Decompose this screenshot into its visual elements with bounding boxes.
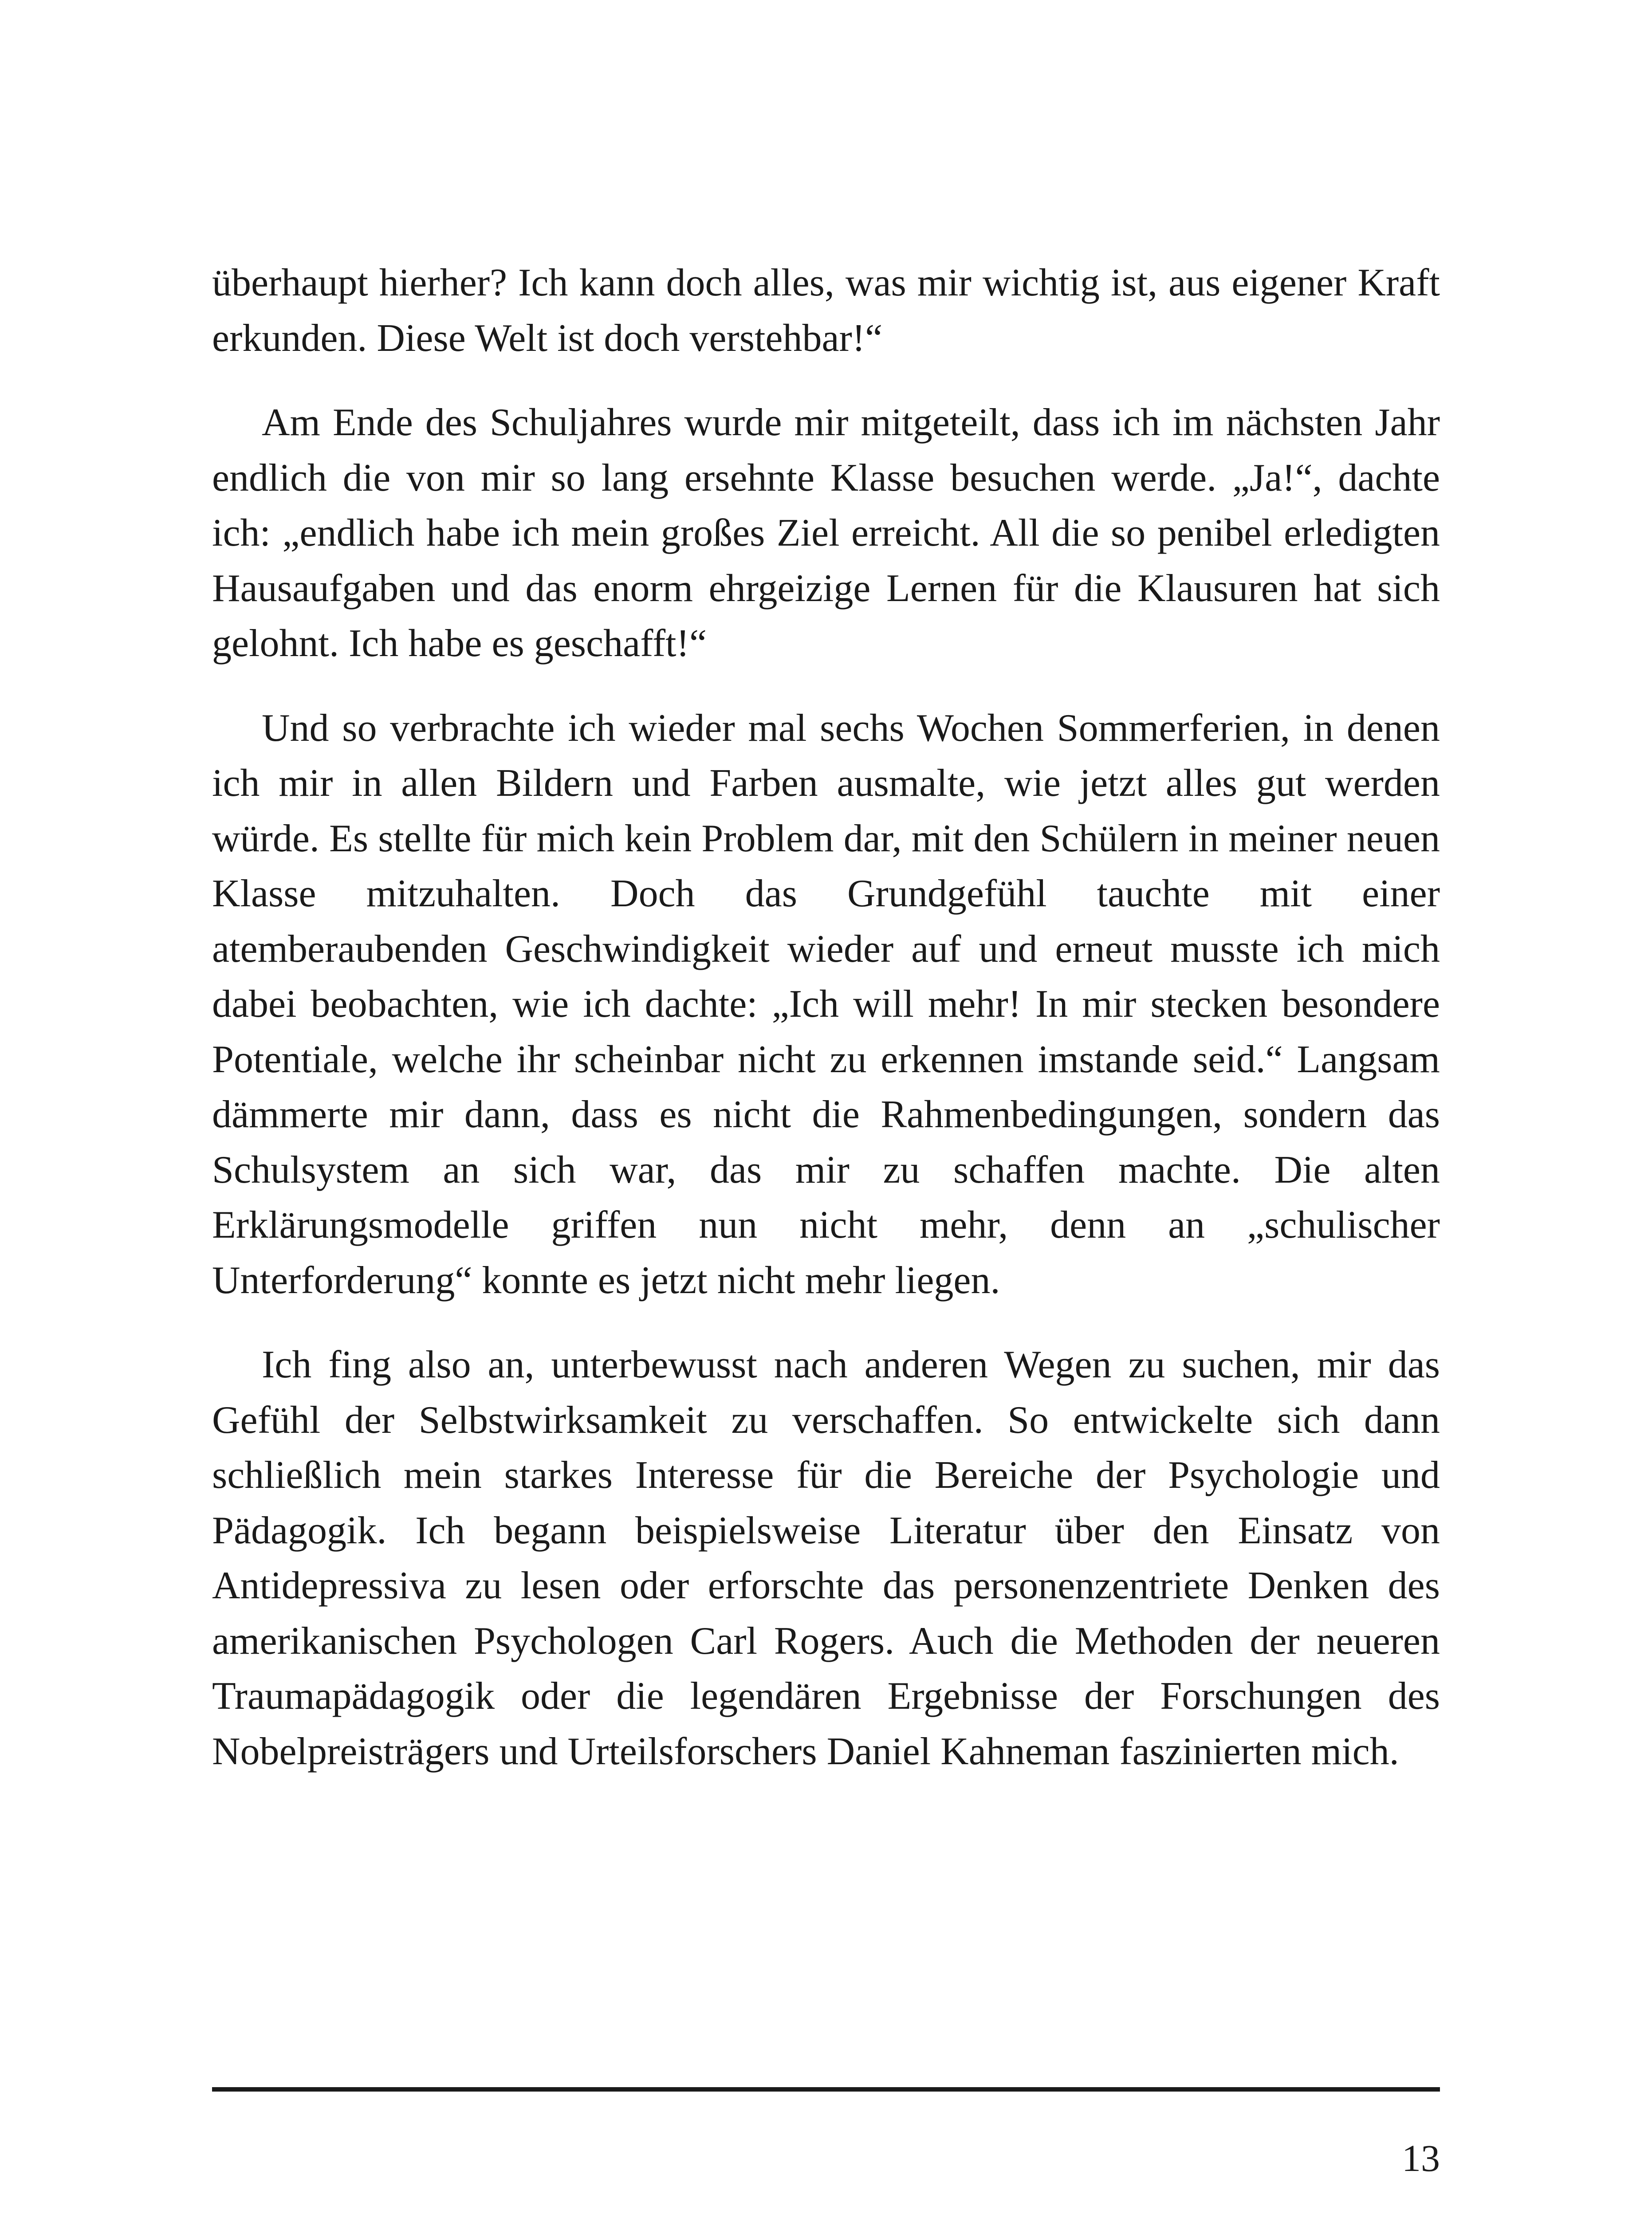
paragraph-continuation: überhaupt hierher? Ich kann doch alles, was mir wichtig ist, aus eigener Kraft erkunden. Diese Welt ist doch verstehbar!“ bbox=[212, 261, 1440, 360]
footer-divider bbox=[212, 2087, 1440, 2092]
paragraph-psychology-interest: Ich fing also an, unterbewusst nach anderen Wegen zu suchen, mir das Gefühl der Selbstwirksamkeit zu verschaffen. So entwickelte sich dann schließlich mein starkes Interesse für die Bereiche der Psychologie und Pädagogik. Ich begann beispielsweise Literatur über den Einsatz von Antidepressiva zu lesen oder erforschte das personenzentriete Denken des amerikanischen Psychologen Carl Rogers. Auch die Methoden der neueren Traumapädagogik oder die legendären Ergebnisse der Forschungen des Nobelpreisträgers und Urteilsforschers Daniel Kahneman faszinierten mich. bbox=[212, 1343, 1440, 1773]
page-number: 13 bbox=[1402, 2137, 1440, 2179]
paragraph-summer-holidays: Und so verbrachte ich wieder mal sechs Wochen Sommerferien, in denen ich mir in allen Bildern und Farben ausmalte, wie jetzt alles gut werden würde. Es stellte für mich kein Problem dar, mit den Schülern in meiner neuen Klasse mitzuhalten. Doch das Grundgefühl tauchte mit einer atemberaubenden Geschwindigkeit wieder auf und erneut musste ich mich dabei beobachten, wie ich dachte: „Ich will mehr! In mir stecken besondere Potentiale, welche ihr scheinbar nicht zu erkennen imstande seid.“ Langsam dämmerte mir dann, dass es nicht die Rahmenbedingungen, sondern das Schulsystem an sich war, das mir zu schaffen machte. Die alten Erklärungsmodelle griffen nun nicht mehr, denn an „schulischer Unterforderung“ konnte es jetzt nicht mehr liegen. bbox=[212, 706, 1440, 1302]
body-text bbox=[212, 256, 1440, 1779]
paragraph-school-year-end: Am Ende des Schuljahres wurde mir mitgeteilt, dass ich im nächsten Jahr endlich die von mir so lang ersehnte Klasse besuchen werde. „Ja!“, dachte ich: „endlich habe ich mein großes Ziel erreicht. All die so penibel erledigten Hausaufgaben und das enorm ehrgeizige Lernen für die Klausuren hat sich gelohnt. Ich habe es geschafft!“ bbox=[212, 401, 1440, 665]
